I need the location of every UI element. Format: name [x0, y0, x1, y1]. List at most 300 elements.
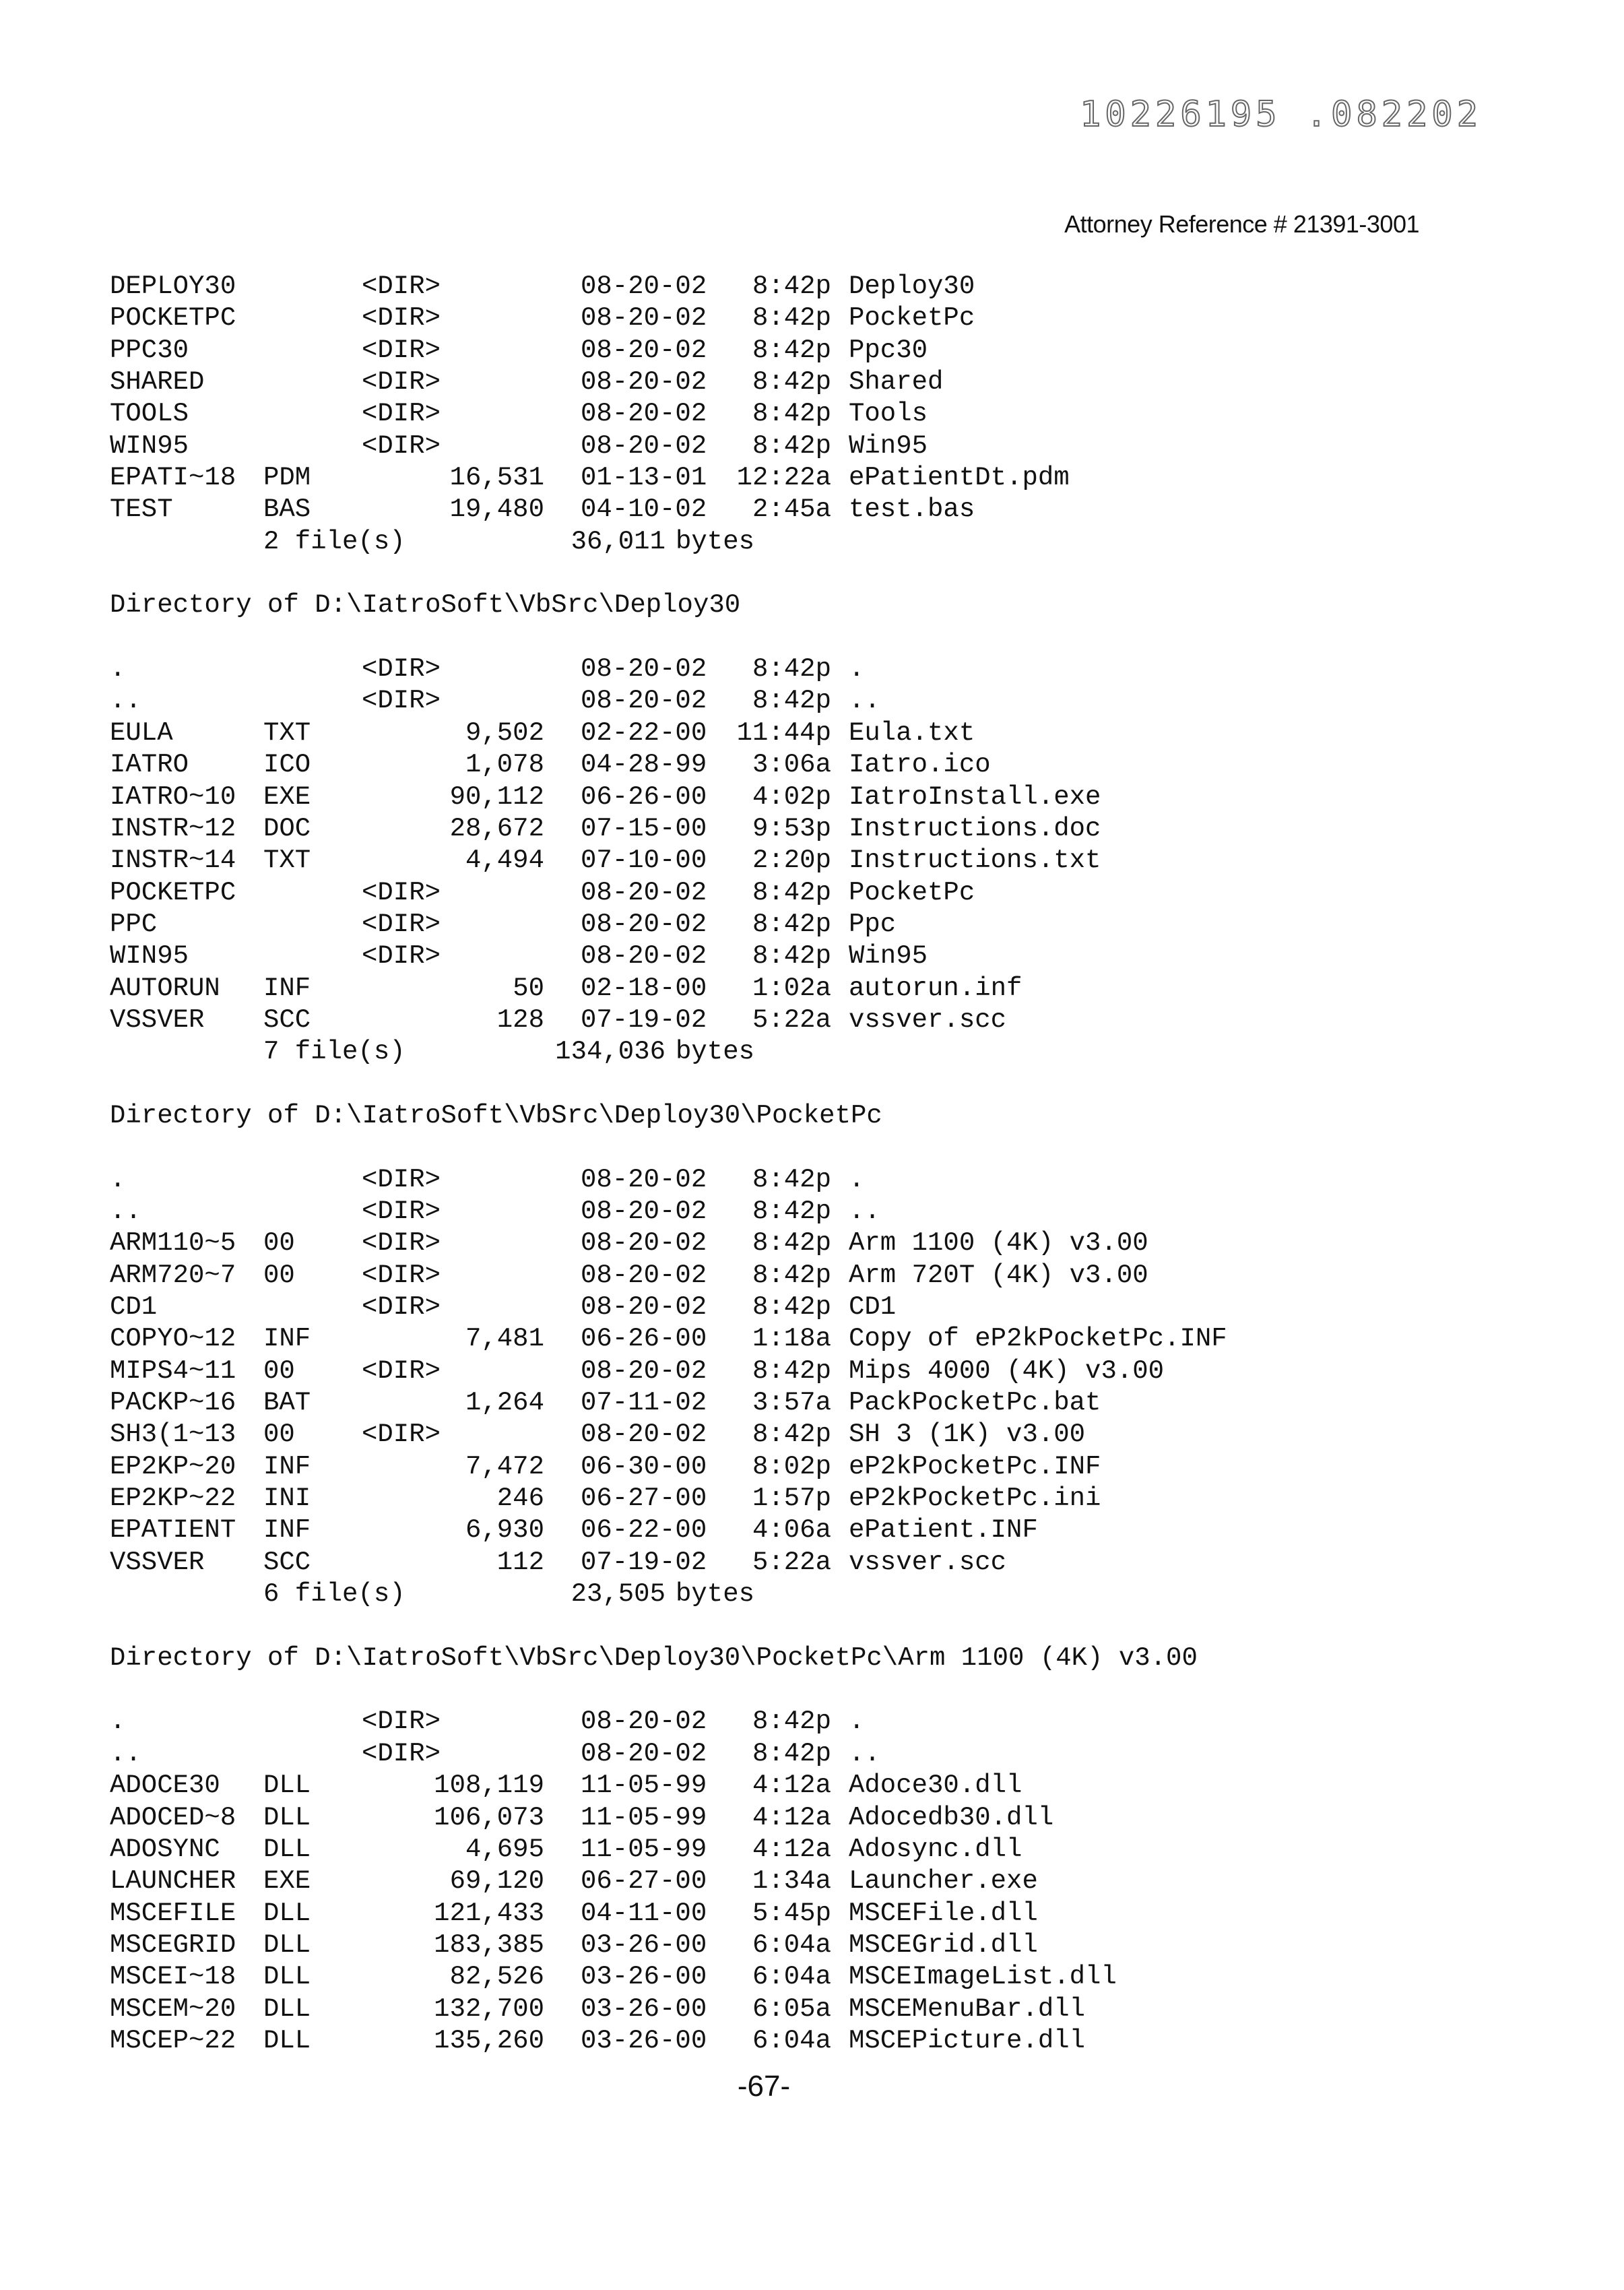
file-short-name: EPATIENT	[110, 1515, 236, 1546]
file-date: 08-20-02	[581, 1292, 707, 1323]
file-date: 08-20-02	[581, 654, 707, 685]
file-time: 2:20p	[752, 845, 831, 877]
file-long-name: IatroInstall.exe	[849, 782, 1101, 813]
file-extension: 00	[263, 1419, 295, 1451]
file-date: 08-20-02	[581, 941, 707, 972]
file-time: 8:42p	[752, 1228, 831, 1259]
file-short-name: ADOCED~8	[110, 1802, 236, 1834]
file-extension: 00	[263, 1356, 295, 1387]
file-extension: SCC	[263, 1547, 311, 1579]
file-short-name: EPATI~18	[110, 462, 236, 494]
file-date: 06-22-00	[581, 1515, 707, 1546]
dir-marker: <DIR>	[362, 335, 441, 367]
file-date: 08-20-02	[581, 303, 707, 334]
dir-marker: <DIR>	[362, 1356, 441, 1387]
file-count: 6 file(s)	[263, 1579, 405, 1610]
file-extension: DLL	[263, 1961, 311, 1993]
attorney-reference: Attorney Reference # 21391-3001	[1064, 210, 1419, 238]
file-time: 3:57a	[752, 1387, 831, 1419]
file-date: 08-20-02	[581, 877, 707, 909]
file-long-name: .	[849, 654, 864, 685]
file-long-name: Shared	[849, 367, 943, 398]
listing-row	[0, 909, 1624, 941]
file-long-name: test.bas	[849, 494, 975, 526]
file-short-name: TOOLS	[110, 398, 189, 430]
listing-row	[0, 973, 1624, 1005]
file-long-name: eP2kPocketPc.ini	[849, 1483, 1101, 1515]
listing-row	[0, 462, 1624, 494]
file-extension: ICO	[263, 749, 311, 781]
file-time: 4:12a	[752, 1770, 831, 1802]
file-size: 132,700	[434, 1994, 544, 2025]
listing-row	[0, 1738, 1624, 1770]
file-time: 8:42p	[752, 335, 831, 367]
listing-row	[0, 303, 1624, 334]
file-long-name: Win95	[849, 431, 928, 462]
file-date: 03-26-00	[581, 1961, 707, 1993]
listing-row	[0, 1802, 1624, 1834]
listing-row	[0, 271, 1624, 303]
file-long-name: ePatient.INF	[849, 1515, 1038, 1546]
dir-marker: <DIR>	[362, 367, 441, 398]
file-extension: INF	[263, 1323, 311, 1355]
file-long-name: Mips 4000 (4K) v3.00	[849, 1356, 1164, 1387]
file-time: 8:42p	[752, 941, 831, 972]
total-bytes: 23,505	[571, 1579, 665, 1610]
file-short-name: POCKETPC	[110, 877, 236, 909]
file-short-name: MSCEI~18	[110, 1961, 236, 1993]
listing-row	[0, 877, 1624, 909]
file-short-name: .	[110, 654, 125, 685]
file-short-name: WIN95	[110, 941, 189, 972]
file-long-name: PocketPc	[849, 303, 975, 334]
file-long-name: MSCEImageList.dll	[849, 1961, 1117, 1993]
file-long-name: ..	[849, 1738, 880, 1770]
dir-marker: <DIR>	[362, 398, 441, 430]
file-time: 8:42p	[752, 685, 831, 717]
directory-header: Directory of D:\IatroSoft\VbSrc\Deploy30\PocketPc\Arm 1100 (4K) v3.00	[110, 1643, 1198, 1674]
file-extension: PDM	[263, 462, 311, 494]
file-date: 08-20-02	[581, 685, 707, 717]
file-extension: BAT	[263, 1387, 311, 1419]
file-extension: DLL	[263, 1898, 311, 1930]
file-long-name: Ppc30	[849, 335, 928, 367]
file-extension: SCC	[263, 1005, 311, 1036]
file-date: 08-20-02	[581, 1164, 707, 1196]
file-short-name: VSSVER	[110, 1547, 204, 1579]
file-extension: TXT	[263, 845, 311, 877]
bytes-label: bytes	[676, 526, 754, 558]
file-short-name: WIN95	[110, 431, 189, 462]
file-short-name: ADOSYNC	[110, 1834, 220, 1866]
file-time: 1:34a	[752, 1866, 831, 1897]
file-date: 07-15-00	[581, 813, 707, 845]
file-date: 08-20-02	[581, 1706, 707, 1738]
listing-row	[0, 1515, 1624, 1546]
file-date: 06-26-00	[581, 782, 707, 813]
file-long-name: .	[849, 1706, 864, 1738]
dir-marker: <DIR>	[362, 909, 441, 941]
file-short-name: .	[110, 1164, 125, 1196]
file-date: 11-05-99	[581, 1834, 707, 1866]
file-long-name: CD1	[849, 1292, 896, 1323]
file-long-name: Tools	[849, 398, 928, 430]
file-size: 28,672	[450, 813, 544, 845]
file-date: 08-20-02	[581, 398, 707, 430]
file-time: 5:22a	[752, 1005, 831, 1036]
file-size: 19,480	[450, 494, 544, 526]
directory-header-row	[0, 1100, 1624, 1132]
listing-row	[0, 845, 1624, 877]
listing-row	[0, 1547, 1624, 1579]
listing-row	[0, 367, 1624, 398]
file-long-name: ..	[849, 685, 880, 717]
file-short-name: EULA	[110, 718, 173, 749]
file-date: 06-30-00	[581, 1451, 707, 1483]
file-date: 08-20-02	[581, 1356, 707, 1387]
file-extension: DLL	[263, 1834, 311, 1866]
file-extension: DLL	[263, 1930, 311, 1961]
file-long-name: Ppc	[849, 909, 896, 941]
file-short-name: PACKP~16	[110, 1387, 236, 1419]
file-long-name: ePatientDt.pdm	[849, 462, 1070, 494]
file-date: 01-13-01	[581, 462, 707, 494]
file-count: 7 file(s)	[263, 1036, 405, 1068]
file-time: 6:04a	[752, 1930, 831, 1961]
file-short-name: VSSVER	[110, 1005, 204, 1036]
file-short-name: INSTR~14	[110, 845, 236, 877]
file-date: 03-26-00	[581, 1930, 707, 1961]
file-extension: TXT	[263, 718, 311, 749]
listing-row	[0, 1005, 1624, 1036]
file-size: 121,433	[434, 1898, 544, 1930]
blank-row	[0, 622, 1624, 654]
file-date: 08-20-02	[581, 1260, 707, 1292]
file-long-name: Iatro.ico	[849, 749, 991, 781]
summary-row	[0, 1579, 1624, 1610]
listing-row	[0, 1387, 1624, 1419]
listing-row	[0, 1483, 1624, 1515]
file-long-name: Arm 720T (4K) v3.00	[849, 1260, 1148, 1292]
file-time: 1:57p	[752, 1483, 831, 1515]
file-time: 6:05a	[752, 1994, 831, 2025]
listing-row	[0, 431, 1624, 462]
file-time: 6:04a	[752, 1961, 831, 1993]
dir-marker: <DIR>	[362, 271, 441, 303]
page-number: -67-	[0, 2070, 1528, 2103]
file-short-name: ..	[110, 685, 141, 717]
listing-row	[0, 718, 1624, 749]
file-date: 04-10-02	[581, 494, 707, 526]
file-short-name: ARM720~7	[110, 1260, 236, 1292]
file-short-name: MSCEP~22	[110, 2025, 236, 2057]
file-time: 8:42p	[752, 1196, 831, 1228]
file-date: 07-10-00	[581, 845, 707, 877]
listing-row	[0, 1898, 1624, 1930]
file-date: 11-05-99	[581, 1802, 707, 1834]
file-long-name: Copy of eP2kPocketPc.INF	[849, 1323, 1227, 1355]
file-date: 07-19-02	[581, 1005, 707, 1036]
dir-marker: <DIR>	[362, 1419, 441, 1451]
total-bytes: 36,011	[571, 526, 665, 558]
file-time: 4:02p	[752, 782, 831, 813]
blank-row	[0, 1069, 1624, 1100]
listing-row	[0, 941, 1624, 972]
file-long-name: Arm 1100 (4K) v3.00	[849, 1228, 1148, 1259]
listing-row	[0, 1834, 1624, 1866]
file-short-name: ..	[110, 1196, 141, 1228]
file-time: 8:42p	[752, 1706, 831, 1738]
listing-row	[0, 1292, 1624, 1323]
file-extension: EXE	[263, 1866, 311, 1897]
file-time: 8:42p	[752, 398, 831, 430]
file-extension: DLL	[263, 1802, 311, 1834]
file-extension: DLL	[263, 2025, 311, 2057]
file-time: 4:12a	[752, 1834, 831, 1866]
file-extension: DLL	[263, 1770, 311, 1802]
dir-marker: <DIR>	[362, 303, 441, 334]
file-long-name: MSCEGrid.dll	[849, 1930, 1038, 1961]
file-time: 8:42p	[752, 909, 831, 941]
file-size: 69,120	[450, 1866, 544, 1897]
file-time: 8:42p	[752, 654, 831, 685]
file-date: 04-11-00	[581, 1898, 707, 1930]
blank-row	[0, 558, 1624, 590]
dir-marker: <DIR>	[362, 941, 441, 972]
file-time: 8:42p	[752, 271, 831, 303]
file-short-name: ADOCE30	[110, 1770, 220, 1802]
file-short-name: IATRO~10	[110, 782, 236, 813]
listing-row	[0, 1164, 1624, 1196]
listing-row	[0, 782, 1624, 813]
file-long-name: ..	[849, 1196, 880, 1228]
listing-row	[0, 1228, 1624, 1259]
file-long-name: autorun.inf	[849, 973, 1022, 1005]
file-short-name: MSCEM~20	[110, 1994, 236, 2025]
file-short-name: COPYO~12	[110, 1323, 236, 1355]
file-time: 12:22a	[737, 462, 831, 494]
file-long-name: vssver.scc	[849, 1005, 1006, 1036]
file-date: 07-11-02	[581, 1387, 707, 1419]
file-time: 8:42p	[752, 303, 831, 334]
file-long-name: PackPocketPc.bat	[849, 1387, 1101, 1419]
file-size: 7,472	[465, 1451, 544, 1483]
file-extension: EXE	[263, 782, 311, 813]
directory-listing	[0, 271, 1624, 2057]
listing-row	[0, 749, 1624, 781]
dir-marker: <DIR>	[362, 1738, 441, 1770]
listing-row	[0, 335, 1624, 367]
file-count: 2 file(s)	[263, 526, 405, 558]
file-time: 8:42p	[752, 1356, 831, 1387]
file-time: 3:06a	[752, 749, 831, 781]
file-long-name: MSCEMenuBar.dll	[849, 1994, 1085, 2025]
listing-row	[0, 494, 1624, 526]
file-short-name: ARM110~5	[110, 1228, 236, 1259]
file-time: 8:02p	[752, 1451, 831, 1483]
file-date: 08-20-02	[581, 431, 707, 462]
file-time: 9:53p	[752, 813, 831, 845]
file-date: 06-26-00	[581, 1323, 707, 1355]
file-time: 8:42p	[752, 431, 831, 462]
directory-header-row	[0, 1643, 1624, 1674]
file-short-name: MIPS4~11	[110, 1356, 236, 1387]
summary-row	[0, 526, 1624, 558]
listing-row	[0, 1196, 1624, 1228]
listing-row	[0, 1994, 1624, 2025]
file-date: 08-20-02	[581, 1196, 707, 1228]
file-date: 03-26-00	[581, 1994, 707, 2025]
dir-marker: <DIR>	[362, 877, 441, 909]
file-short-name: MSCEFILE	[110, 1898, 236, 1930]
file-long-name: Adoce30.dll	[849, 1770, 1022, 1802]
file-time: 4:12a	[752, 1802, 831, 1834]
file-time: 4:06a	[752, 1515, 831, 1546]
listing-row	[0, 1419, 1624, 1451]
file-date: 06-27-00	[581, 1483, 707, 1515]
blank-row	[0, 1674, 1624, 1706]
dir-marker: <DIR>	[362, 1228, 441, 1259]
file-time: 8:42p	[752, 1738, 831, 1770]
file-time: 8:42p	[752, 1164, 831, 1196]
file-short-name: SH3(1~13	[110, 1419, 236, 1451]
file-short-name: ..	[110, 1738, 141, 1770]
dir-marker: <DIR>	[362, 685, 441, 717]
file-short-name: AUTORUN	[110, 973, 220, 1005]
file-long-name: PocketPc	[849, 877, 975, 909]
file-extension: INF	[263, 973, 311, 1005]
listing-row	[0, 685, 1624, 717]
dir-marker: <DIR>	[362, 1706, 441, 1738]
file-size: 9,502	[465, 718, 544, 749]
dir-marker: <DIR>	[362, 1196, 441, 1228]
file-long-name: SH 3 (1K) v3.00	[849, 1419, 1085, 1451]
file-extension: BAS	[263, 494, 311, 526]
file-short-name: INSTR~12	[110, 813, 236, 845]
file-long-name: .	[849, 1164, 864, 1196]
dir-marker: <DIR>	[362, 1260, 441, 1292]
bytes-label: bytes	[676, 1036, 754, 1068]
file-time: 8:42p	[752, 1260, 831, 1292]
file-time: 8:42p	[752, 1292, 831, 1323]
listing-row	[0, 1356, 1624, 1387]
file-short-name: DEPLOY30	[110, 271, 236, 303]
file-size: 90,112	[450, 782, 544, 813]
dir-marker: <DIR>	[362, 431, 441, 462]
file-date: 08-20-02	[581, 335, 707, 367]
file-size: 1,264	[465, 1387, 544, 1419]
file-size: 128	[497, 1005, 544, 1036]
file-size: 183,385	[434, 1930, 544, 1961]
file-time: 6:04a	[752, 2025, 831, 2057]
file-size: 16,531	[450, 462, 544, 494]
directory-header: Directory of D:\IatroSoft\VbSrc\Deploy30	[110, 590, 740, 621]
file-long-name: Instructions.doc	[849, 813, 1101, 845]
file-date: 08-20-02	[581, 1738, 707, 1770]
file-extension: DLL	[263, 1994, 311, 2025]
file-date: 11-05-99	[581, 1770, 707, 1802]
file-date: 06-27-00	[581, 1866, 707, 1897]
listing-row	[0, 1260, 1624, 1292]
file-time: 8:42p	[752, 877, 831, 909]
file-size: 82,526	[450, 1961, 544, 1993]
file-short-name: CD1	[110, 1292, 157, 1323]
file-extension: 00	[263, 1228, 295, 1259]
file-size: 1,078	[465, 749, 544, 781]
dir-marker: <DIR>	[362, 1164, 441, 1196]
file-date: 02-18-00	[581, 973, 707, 1005]
file-extension: INI	[263, 1483, 311, 1515]
file-size: 6,930	[465, 1515, 544, 1546]
file-size: 135,260	[434, 2025, 544, 2057]
file-extension: DOC	[263, 813, 311, 845]
directory-header-row	[0, 590, 1624, 621]
file-short-name: EP2KP~20	[110, 1451, 236, 1483]
file-date: 07-19-02	[581, 1547, 707, 1579]
file-short-name: .	[110, 1706, 125, 1738]
bytes-label: bytes	[676, 1579, 754, 1610]
file-time: 1:02a	[752, 973, 831, 1005]
file-short-name: POCKETPC	[110, 303, 236, 334]
file-long-name: Launcher.exe	[849, 1866, 1038, 1897]
listing-row	[0, 1770, 1624, 1802]
file-long-name: Adocedb30.dll	[849, 1802, 1053, 1834]
file-date: 08-20-02	[581, 271, 707, 303]
listing-row	[0, 398, 1624, 430]
file-short-name: TEST	[110, 494, 173, 526]
file-time: 1:18a	[752, 1323, 831, 1355]
file-date: 08-20-02	[581, 1419, 707, 1451]
listing-row	[0, 1866, 1624, 1897]
file-short-name: MSCEGRID	[110, 1930, 236, 1961]
listing-row	[0, 1323, 1624, 1355]
listing-row	[0, 813, 1624, 845]
summary-row	[0, 1036, 1624, 1068]
file-time: 5:22a	[752, 1547, 831, 1579]
file-date: 03-26-00	[581, 2025, 707, 2057]
file-short-name: EP2KP~22	[110, 1483, 236, 1515]
file-time: 8:42p	[752, 367, 831, 398]
total-bytes: 134,036	[555, 1036, 665, 1068]
file-long-name: Eula.txt	[849, 718, 975, 749]
file-long-name: Adosync.dll	[849, 1834, 1022, 1866]
file-size: 7,481	[465, 1323, 544, 1355]
file-extension: 00	[263, 1260, 295, 1292]
listing-row	[0, 1451, 1624, 1483]
document-id-stamp: 10226195 .082202	[950, 94, 1482, 135]
directory-header: Directory of D:\IatroSoft\VbSrc\Deploy30\PocketPc	[110, 1100, 882, 1132]
blank-row	[0, 1132, 1624, 1164]
file-long-name: MSCEFile.dll	[849, 1898, 1038, 1930]
file-short-name: LAUNCHER	[110, 1866, 236, 1897]
file-date: 04-28-99	[581, 749, 707, 781]
file-long-name: vssver.scc	[849, 1547, 1006, 1579]
file-long-name: Instructions.txt	[849, 845, 1101, 877]
file-long-name: MSCEPicture.dll	[849, 2025, 1085, 2057]
file-time: 2:45a	[752, 494, 831, 526]
file-date: 08-20-02	[581, 367, 707, 398]
file-size: 4,695	[465, 1834, 544, 1866]
file-time: 5:45p	[752, 1898, 831, 1930]
file-date: 08-20-02	[581, 909, 707, 941]
file-size: 106,073	[434, 1802, 544, 1834]
file-short-name: SHARED	[110, 367, 204, 398]
file-short-name: PPC30	[110, 335, 189, 367]
file-extension: INF	[263, 1515, 311, 1546]
file-long-name: eP2kPocketPc.INF	[849, 1451, 1101, 1483]
listing-row	[0, 1930, 1624, 1961]
listing-row	[0, 1961, 1624, 1993]
